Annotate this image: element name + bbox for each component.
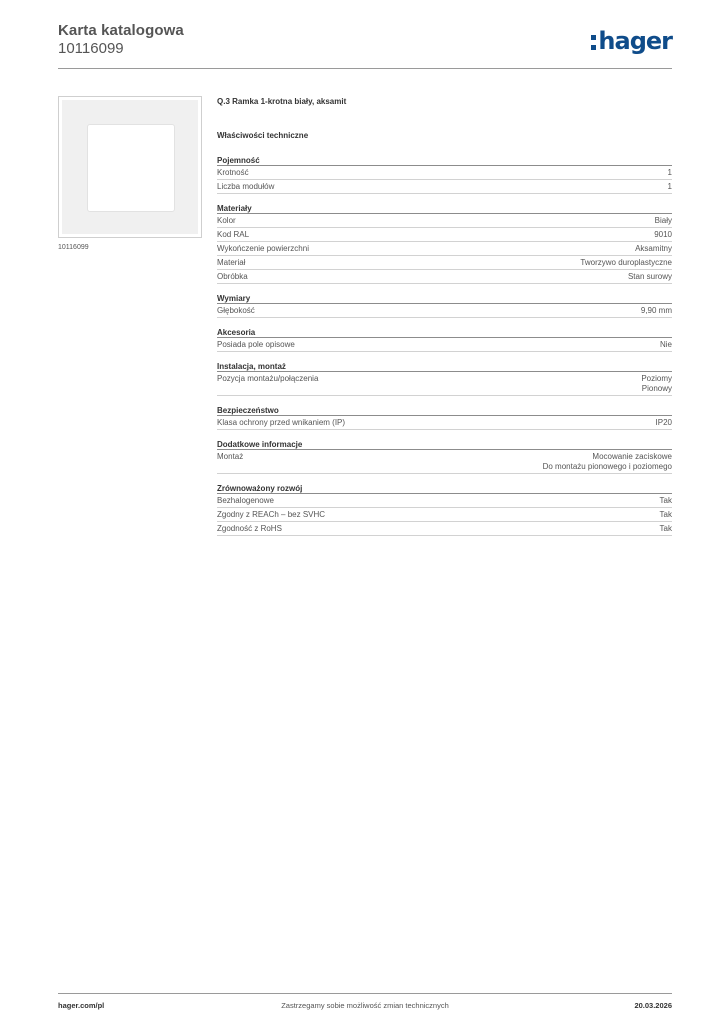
spec-label: Zgodny z REACh – bez SVHC [217, 510, 326, 519]
spec-group-title: Bezpieczeństwo [217, 405, 672, 416]
spec-value: Stan surowy [627, 272, 672, 281]
spec-group [217, 155, 672, 194]
spec-label: Pozycja montażu/połączenia [217, 374, 319, 383]
spec-value: IP20 [655, 418, 672, 427]
spec-row [217, 494, 672, 508]
image-caption: 10116099 [58, 244, 89, 251]
spec-group-title: Dodatkowe informacje [217, 439, 672, 450]
spec-group-title: Instalacja, montaż [217, 361, 672, 372]
spec-label: Bezhalogenowe [217, 496, 274, 505]
spec-label: Posiada pole opisowe [217, 340, 295, 349]
spec-label: Zgodność z RoHS [217, 524, 282, 533]
header-divider [58, 68, 672, 69]
spec-value: 1 [667, 182, 672, 191]
logo-text: hager [598, 27, 672, 55]
spec-row [217, 228, 672, 242]
spec-group [217, 361, 672, 396]
spec-row [217, 166, 672, 180]
spec-value: 9010 [654, 230, 672, 239]
document-title: Karta katalogowa [58, 22, 184, 39]
spec-group-title: Zrównoważony rozwój [217, 483, 672, 494]
spec-row [217, 508, 672, 522]
spec-group-title: Akcesoria [217, 327, 672, 338]
spec-row [217, 180, 672, 194]
spec-row [217, 242, 672, 256]
spec-row [217, 522, 672, 536]
footer-website[interactable]: hager.com/pl [58, 1001, 105, 1010]
spec-row [217, 256, 672, 270]
switch-frame-image [62, 100, 198, 234]
spec-value: Mocowanie zaciskowe Do montażu pionowego i poziomego [542, 452, 672, 471]
spec-value: 1 [667, 168, 672, 177]
spec-row [217, 338, 672, 352]
product-image [58, 96, 202, 238]
spec-group [217, 293, 672, 318]
spec-label: Materiał [217, 258, 246, 267]
spec-group [217, 439, 672, 474]
spec-value: Aksamitny [635, 244, 672, 253]
spec-group [217, 203, 672, 284]
spec-row [217, 450, 672, 474]
frame-opening [87, 124, 175, 212]
spec-row [217, 304, 672, 318]
spec-label: Wykończenie powierzchni [217, 244, 309, 253]
spec-group-title: Pojemność [217, 155, 672, 166]
footer-divider [58, 993, 672, 994]
spec-label: Obróbka [217, 272, 248, 281]
spec-label: Klasa ochrony przed wnikaniem (IP) [217, 418, 346, 427]
footer-disclaimer: Zastrzegamy sobie możliwość zmian technicznych [281, 1001, 449, 1010]
spec-value: Tak [659, 524, 672, 533]
spec-value: Tak [659, 496, 672, 505]
spec-group [217, 405, 672, 430]
footer-date: 20.03.2026 [634, 1001, 672, 1010]
spec-label: Kolor [217, 216, 236, 225]
spec-value: Biały [654, 216, 672, 225]
spec-value: Tworzywo duroplastyczne [580, 258, 672, 267]
spec-label: Liczba modułów [217, 182, 275, 191]
page-footer [58, 997, 672, 1011]
spec-group [217, 327, 672, 352]
spec-value: Tak [659, 510, 672, 519]
spec-value: 9,90 mm [640, 306, 672, 315]
spec-value: Nie [659, 340, 672, 349]
document-number: 10116099 [58, 40, 124, 57]
page-header [58, 20, 672, 70]
spec-row [217, 214, 672, 228]
hager-logo [591, 26, 672, 56]
spec-group-title: Wymiary [217, 293, 672, 304]
product-name: Q.3 Ramka 1-krotna biały, aksamit [217, 97, 347, 106]
spec-group [217, 483, 672, 536]
spec-label: Głębokość [217, 306, 255, 315]
spec-groups [217, 155, 672, 536]
logo-dots-icon [591, 35, 596, 50]
spec-label: Montaż [217, 452, 244, 461]
spec-row [217, 416, 672, 430]
spec-group-title: Materiały [217, 203, 672, 214]
spec-value: Poziomy Pionowy [641, 374, 672, 393]
specification-content [217, 96, 672, 536]
spec-row [217, 270, 672, 284]
section-heading: Właściwości techniczne [217, 131, 309, 140]
spec-label: Kod RAL [217, 230, 250, 239]
spec-row [217, 372, 672, 396]
spec-label: Krotność [217, 168, 249, 177]
